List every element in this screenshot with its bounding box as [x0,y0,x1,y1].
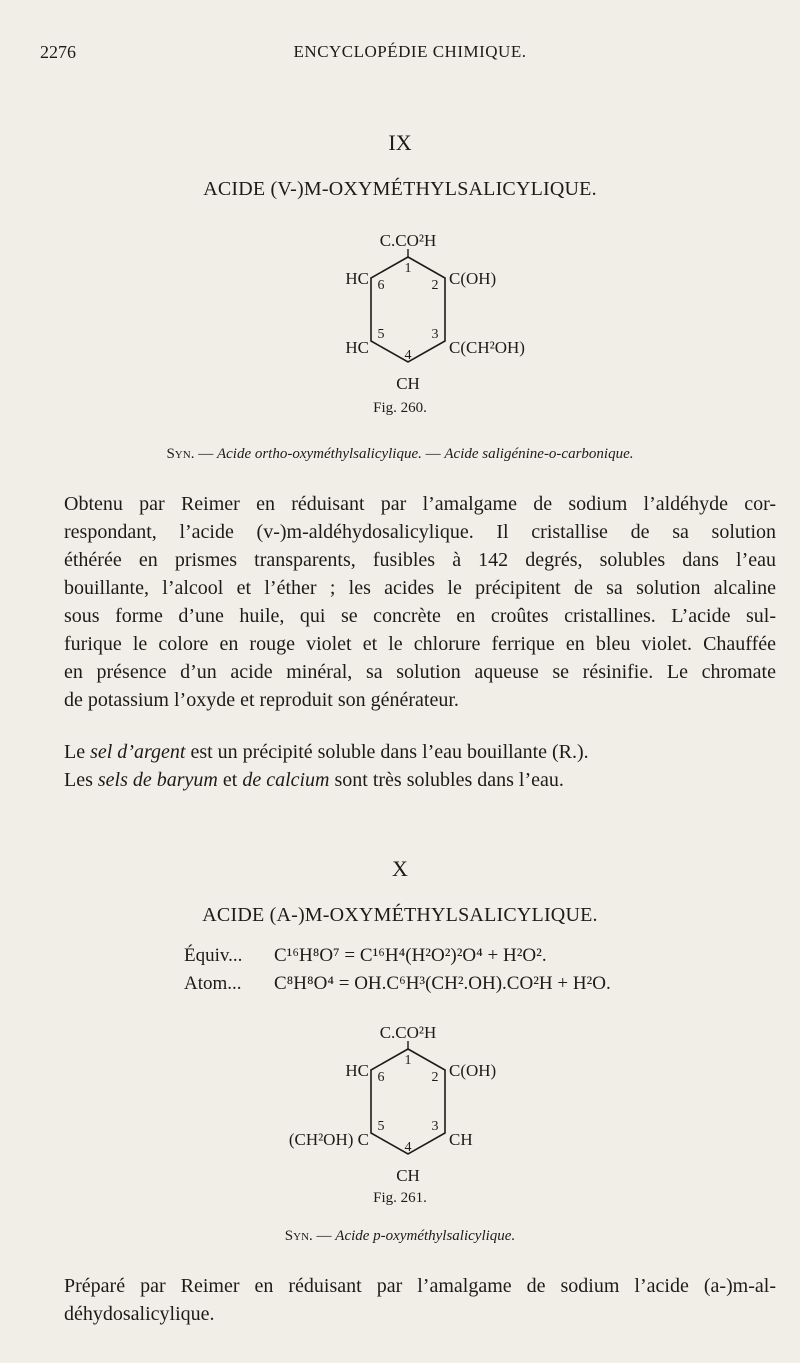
term-barium-salts: sels de baryum [97,769,218,791]
synonym-1: Acide ortho-oxyméthylsalicylique. [216,446,422,462]
text-run: et [217,769,243,791]
atom-top: C.CO²H [379,231,437,250]
synonym-2: Acide saligénine-o-carbonique. [444,446,634,462]
page-number: 2276 [40,42,76,62]
section-numeral-ix: IX [388,130,412,155]
syn-separator: — [316,1228,332,1244]
text-line-silver-salt [64,738,776,766]
atom-upper-right: C(OH) [449,269,497,288]
structure-diagram-fig-260 [290,226,550,406]
syn-label: Syn. [284,1228,313,1244]
atom-bottom: CH [396,1166,420,1185]
syn-separator: — [198,446,214,462]
syn-separator-2: — [425,446,441,462]
text-line-barium-salt [64,766,776,794]
text-line: déhydosalicylique. [64,1303,215,1325]
ring-position-1: 1 [404,1053,412,1068]
equiv-formula: C¹⁶H⁸O⁷ = C¹⁶H⁴(H²O²)²O⁴ + H²O². [274,945,547,966]
ring-position-4: 4 [404,1140,412,1155]
text-run: Les [64,769,98,791]
atom-upper-left: HC [345,269,369,288]
formula-atom [184,970,611,998]
text-line: bouillante, l’alcool et l’éther ; les acides le précipitent de sa solution alcaline [64,577,776,599]
atom-upper-left: HC [345,1061,369,1080]
formula-equiv [184,942,611,970]
compound-heading-ix: ACIDE (V-)M-OXYMÉTHYLSALICYLIQUE. [203,178,597,200]
text-run: est un précipité soluble dans l’eau bouillante (R.). [185,741,589,763]
text-line: éthérée en prismes transparents, fusibles à 142 degrés, solubles dans l’eau [64,549,776,571]
atom-lower-left: HC [345,338,369,357]
synonyms-line-x [0,1228,800,1245]
ring-position-1: 1 [404,261,412,276]
text-line: en présence d’un acide minéral, sa solution aqueuse se résinifie. Le chromate [64,661,776,683]
text-line: de potassium l’oxyde et reproduit son générateur. [64,689,459,711]
text-line: Préparé par Reimer en réduisant par l’amalgame de sodium l’acide (a-)m-al- [64,1275,776,1297]
atom-upper-right: C(OH) [449,1061,497,1080]
running-header [40,42,780,66]
text-line: respondant, l’acide (v-)m-aldéhydosalicylique. Il cristallise de sa solution [64,521,776,543]
ring-position-2: 2 [431,278,439,293]
running-title: ENCYCLOPÉDIE CHIMIQUE. [293,42,527,61]
synonym: Acide p-oxyméthylsalicylique. [335,1228,516,1244]
ring-position-5: 5 [377,1119,385,1134]
syn-label: Syn. [166,446,195,462]
equiv-label: Équiv... [184,945,243,966]
section-numeral-x: X [392,856,408,881]
figure-caption-260: Fig. 260. [373,400,427,416]
text-line: sous forme d’une huile, qui se concrète en croûtes cristallines. L’acide sul- [64,605,776,627]
atom-bottom: CH [396,374,420,393]
ring-position-6: 6 [377,278,385,293]
atom-lower-right: CH [449,1130,473,1149]
text-line: furique le colore en rouge violet et le chlorure ferrique en bleu violet. Chauffée [64,633,776,655]
synonyms-line-ix [0,446,800,463]
text-run: sont très solubles dans l’eau. [329,769,564,791]
ring-position-2: 2 [431,1070,439,1085]
paragraph-description-x [64,1272,776,1328]
ring-position-4: 4 [404,348,412,363]
ring-position-6: 6 [377,1070,385,1085]
term-silver-salt: sel d’argent [90,741,186,763]
atom-lower-right: C(CH²OH) [449,338,525,357]
atom-formula: C⁸H⁸O⁴ = OH.C⁶H³(CH².OH).CO²H + H²O. [274,973,611,994]
text-run: Le [64,741,91,763]
paragraph-description-ix [64,490,776,714]
atom-lower-left: (CH²OH) C [288,1130,369,1149]
ring-position-3: 3 [431,327,439,342]
structure-diagram-fig-261 [250,1018,570,1198]
ring-position-3: 3 [431,1119,439,1134]
figure-caption-261: Fig. 261. [373,1190,427,1206]
compound-heading-x: ACIDE (A-)M-OXYMÉTHYLSALICYLIQUE. [202,904,598,926]
atom-label: Atom... [184,973,242,994]
atom-top: C.CO²H [379,1023,437,1042]
paragraph-salts-ix [64,738,776,794]
formula-block [184,942,611,998]
term-calcium: de calcium [242,769,330,791]
text-line: Obtenu par Reimer en réduisant par l’amalgame de sodium l’aldéhyde cor- [64,493,776,515]
ring-position-5: 5 [377,327,385,342]
